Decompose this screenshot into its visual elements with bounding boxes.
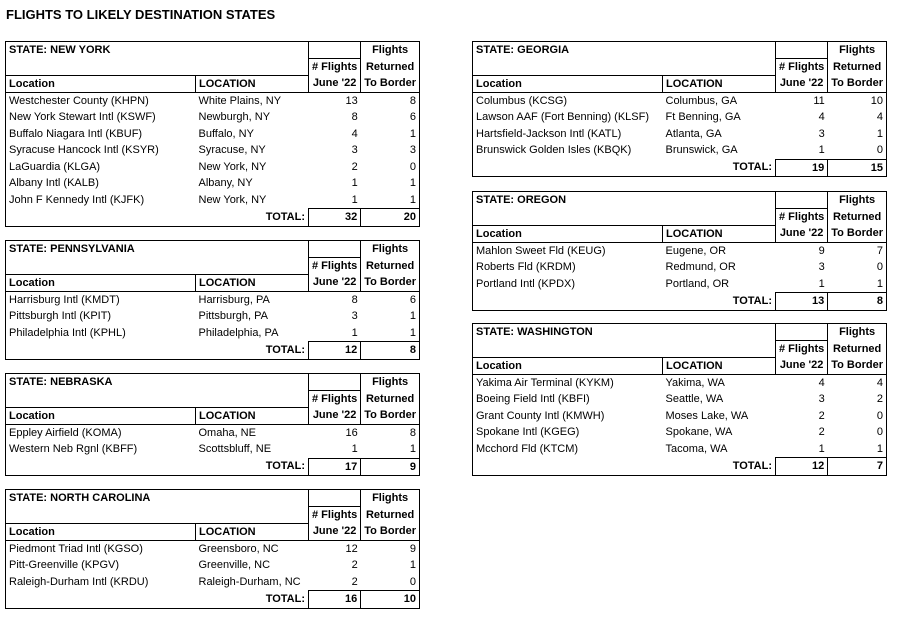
total-label: TOTAL: [265, 343, 305, 356]
total-label: TOTAL: [265, 592, 305, 605]
returned-count: 6 [409, 293, 416, 306]
table-row [6, 557, 420, 574]
airport-location: Syracuse, NY [198, 144, 266, 156]
table-row [6, 192, 420, 209]
flights-header-line1: # Flights [776, 209, 828, 226]
header-blank [6, 391, 309, 408]
total-returned: 20 [361, 209, 420, 227]
flights-count: 2 [351, 160, 358, 173]
airport-name: Pittsburgh Intl (KPIT) [9, 310, 112, 322]
state-name: STATE: WASHINGTON [476, 326, 593, 339]
total-flights: 12 [309, 342, 361, 360]
returned-header-line3: To Border [361, 523, 420, 540]
location-column-header: Location [473, 75, 663, 92]
airport-location: Spokane, WA [665, 426, 733, 438]
total-flights: 17 [309, 458, 361, 476]
airport-location: Pittsburgh, PA [198, 310, 268, 322]
airport-name: Raleigh-Durham Intl (KRDU) [9, 575, 149, 588]
flights-count: 1 [351, 177, 358, 189]
airport-name: Spokane Intl (KGEG) [476, 426, 580, 438]
table-row [6, 424, 420, 441]
total-returned: 15 [828, 159, 887, 177]
state-name: STATE: NEBRASKA [9, 376, 113, 389]
flights-count: 8 [351, 293, 358, 306]
state-name: STATE: NEW YORK [9, 44, 111, 57]
returned-count: 1 [876, 277, 883, 290]
table-row [6, 126, 420, 143]
location-caps-column-header: LOCATION [196, 75, 309, 92]
table-row [473, 441, 887, 458]
returned-header-line1: Flights [361, 42, 420, 59]
flights-header-line1: # Flights [776, 341, 828, 358]
table-row [473, 126, 887, 143]
table-row [473, 142, 887, 159]
state-table-new-york [5, 41, 420, 227]
state-name: STATE: NORTH CAROLINA [9, 492, 151, 505]
state-table-washington [472, 323, 887, 476]
airport-location: Philadelphia, PA [198, 326, 279, 339]
returned-header-line3: To Border [361, 75, 420, 92]
location-column-header: Location [6, 407, 196, 424]
airport-name: Grant County Intl (KMWH) [476, 409, 605, 422]
returned-header-line2: Returned [361, 59, 420, 76]
airport-location: Buffalo, NY [198, 127, 254, 140]
returned-count: 1 [409, 127, 416, 140]
airport-location: Scottsbluff, NE [198, 443, 272, 456]
flights-header-line1: # Flights [309, 391, 361, 408]
page-title: FLIGHTS TO LIKELY DESTINATION STATES [6, 7, 276, 22]
table-row [6, 308, 420, 325]
total-flights: 13 [776, 293, 828, 311]
total-flights: 12 [776, 458, 828, 476]
table-row [473, 374, 887, 391]
flights-count: 3 [818, 393, 825, 405]
returned-header-line3: To Border [828, 225, 887, 242]
flights-count: 11 [813, 94, 825, 107]
total-blank [473, 159, 663, 177]
flights-count: 1 [351, 326, 358, 339]
returned-count: 1 [409, 559, 416, 571]
returned-count: 3 [409, 144, 416, 156]
airport-name: Westchester County (KHPN) [9, 94, 149, 107]
airport-location: Redmund, OR [665, 261, 736, 273]
flights-count: 3 [818, 127, 825, 140]
total-label: TOTAL: [265, 460, 305, 473]
flights-count: 9 [818, 244, 825, 257]
returned-header-line2: Returned [361, 507, 420, 524]
flights-count: 13 [345, 94, 358, 107]
returned-count: 1 [409, 443, 416, 455]
returned-count: 4 [876, 376, 883, 389]
total-blank [6, 458, 196, 476]
airport-location: Ft Benning, GA [665, 111, 741, 123]
total-returned: 8 [361, 342, 420, 360]
returned-header-line1: Flights [828, 192, 887, 209]
airport-location: Brunswick, GA [665, 144, 738, 157]
location-caps-column-header: LOCATION [663, 225, 776, 242]
table-row [6, 574, 420, 591]
airport-name: Harrisburg Intl (KMDT) [9, 293, 120, 306]
airport-name: Pitt-Greenville (KPGV) [9, 559, 120, 571]
flights-header-line2: June '22 [309, 274, 361, 291]
table-row [6, 291, 420, 308]
returned-count: 10 [870, 94, 883, 107]
header-blank [776, 324, 828, 341]
airport-name: Hartsfield-Jackson Intl (KATL) [476, 127, 622, 140]
flights-count: 3 [351, 310, 358, 322]
table-row [6, 441, 420, 458]
airport-location: Columbus, GA [665, 94, 738, 107]
returned-header-line1: Flights [361, 374, 420, 391]
state-table-north-carolina [5, 489, 420, 609]
airport-name: Western Neb Rgnl (KBFF) [9, 443, 138, 456]
airport-name: Syracuse Hancock Intl (KSYR) [9, 144, 159, 156]
returned-header-line2: Returned [828, 341, 887, 358]
table-row [473, 242, 887, 259]
header-blank [309, 241, 361, 258]
returned-count: 0 [409, 575, 416, 588]
state-name: STATE: OREGON [476, 194, 567, 207]
returned-header-line2: Returned [828, 209, 887, 226]
airport-name: Lawson AAF (Fort Benning) (KLSF) [476, 111, 650, 123]
table-row [6, 142, 420, 159]
airport-name: Philadelphia Intl (KPHL) [9, 326, 126, 339]
flights-count: 8 [351, 111, 358, 123]
flights-count: 2 [818, 426, 825, 438]
flights-header-line2: June '22 [776, 225, 828, 242]
returned-count: 1 [409, 326, 416, 339]
returned-count: 7 [876, 244, 883, 257]
total-blank [6, 342, 196, 360]
total-label: TOTAL: [732, 161, 772, 174]
returned-count: 1 [409, 193, 416, 206]
returned-count: 1 [409, 177, 416, 189]
airport-name: Eppley Airfield (KOMA) [9, 426, 122, 439]
state-name: STATE: GEORGIA [476, 44, 570, 57]
returned-count: 1 [876, 127, 883, 140]
returned-count: 0 [876, 261, 883, 273]
returned-count: 0 [876, 409, 883, 422]
airport-location: Seattle, WA [665, 393, 724, 405]
flights-count: 16 [345, 426, 358, 439]
flights-count: 2 [818, 409, 825, 422]
airport-name: Mcchord Fld (KTCM) [476, 442, 579, 455]
flights-header-line2: June '22 [776, 357, 828, 374]
flights-count: 4 [351, 127, 358, 140]
airport-name: LaGuardia (KLGA) [9, 160, 101, 173]
returned-header-line2: Returned [828, 59, 887, 76]
returned-count: 6 [409, 111, 416, 123]
table-row [6, 159, 420, 176]
flights-count: 1 [818, 442, 825, 455]
airport-location: White Plains, NY [198, 94, 282, 107]
total-returned: 7 [828, 458, 887, 476]
airport-name: Portland Intl (KPDX) [476, 277, 576, 290]
total-label: TOTAL: [732, 459, 772, 472]
total-blank [6, 591, 196, 609]
returned-count: 2 [876, 393, 883, 405]
location-column-header: Location [6, 274, 196, 291]
airport-location: Moses Lake, WA [665, 409, 749, 422]
airport-location: Greensboro, NC [198, 542, 279, 555]
airport-location: New York, NY [198, 160, 267, 173]
location-caps-column-header: LOCATION [663, 75, 776, 92]
airport-location: Omaha, NE [198, 426, 256, 439]
airport-location: Harrisburg, PA [198, 293, 270, 306]
returned-header-line1: Flights [828, 42, 887, 59]
airport-name: Brunswick Golden Isles (KBQK) [476, 144, 632, 157]
total-flights: 32 [309, 209, 361, 227]
returned-header-line1: Flights [361, 490, 420, 507]
state-name: STATE: PENNSYLVANIA [9, 243, 135, 256]
flights-count: 1 [351, 443, 358, 455]
returned-count: 9 [409, 542, 416, 555]
state-table-pennsylvania [5, 240, 420, 360]
returned-count: 1 [409, 310, 416, 322]
flights-count: 3 [351, 144, 358, 156]
returned-count: 0 [876, 426, 883, 438]
flights-count: 2 [351, 559, 358, 571]
returned-header-line2: Returned [361, 391, 420, 408]
returned-header-line3: To Border [361, 274, 420, 291]
total-returned: 8 [828, 293, 887, 311]
returned-count: 0 [409, 160, 416, 173]
airport-location: Tacoma, WA [665, 442, 728, 455]
airport-name: Mahlon Sweet Fld (KEUG) [476, 244, 606, 257]
airport-location: Yakima, WA [665, 376, 725, 389]
table-row [473, 391, 887, 408]
flights-header-line1: # Flights [309, 258, 361, 275]
location-caps-column-header: LOCATION [196, 407, 309, 424]
header-blank [309, 374, 361, 391]
airport-name: Albany Intl (KALB) [9, 177, 99, 189]
header-blank [6, 258, 309, 275]
flights-header-line1: # Flights [776, 59, 828, 76]
flights-header-line1: # Flights [309, 59, 361, 76]
table-row [473, 109, 887, 126]
total-returned: 9 [361, 458, 420, 476]
returned-count: 8 [409, 426, 416, 439]
header-blank [473, 59, 776, 76]
state-table-oregon [472, 191, 887, 311]
total-blank [473, 458, 663, 476]
flights-header-line2: June '22 [309, 407, 361, 424]
flights-header-line2: June '22 [776, 75, 828, 92]
returned-count: 4 [876, 111, 883, 123]
state-table-georgia [472, 41, 887, 177]
returned-header-line3: To Border [828, 75, 887, 92]
airport-name: New York Stewart Intl (KSWF) [9, 111, 156, 123]
header-blank [473, 209, 776, 226]
airport-location: Greenville, NC [198, 559, 271, 571]
airport-name: Piedmont Triad Intl (KGSO) [9, 542, 143, 555]
location-column-header: Location [473, 357, 663, 374]
airport-name: John F Kennedy Intl (KJFK) [9, 193, 145, 206]
table-row [473, 276, 887, 293]
airport-name: Yakima Air Terminal (KYKM) [476, 376, 614, 389]
location-caps-column-header: LOCATION [663, 357, 776, 374]
returned-header-line1: Flights [361, 241, 420, 258]
table-row [473, 259, 887, 276]
returned-count: 8 [409, 94, 416, 107]
flights-header-line1: # Flights [309, 507, 361, 524]
header-blank [309, 42, 361, 59]
airport-name: Boeing Field Intl (KBFI) [476, 393, 590, 405]
flights-header-line2: June '22 [309, 75, 361, 92]
total-label: TOTAL: [265, 210, 305, 223]
flights-count: 3 [818, 261, 825, 273]
total-returned: 10 [361, 591, 420, 609]
airport-location: Newburgh, NY [198, 111, 271, 123]
airport-location: New York, NY [198, 193, 267, 206]
total-label: TOTAL: [732, 294, 772, 307]
table-row [6, 175, 420, 192]
total-blank [473, 293, 663, 311]
total-blank [6, 209, 196, 227]
table-row [473, 92, 887, 109]
returned-header-line1: Flights [828, 324, 887, 341]
flights-count: 2 [351, 575, 358, 588]
total-flights: 19 [776, 159, 828, 177]
header-blank [776, 192, 828, 209]
location-column-header: Location [6, 75, 196, 92]
table-row [6, 92, 420, 109]
airport-name: Columbus (KCSG) [476, 94, 568, 107]
airport-location: Atlanta, GA [665, 127, 722, 140]
flights-count: 4 [818, 376, 825, 389]
table-row [6, 109, 420, 126]
location-column-header: Location [473, 225, 663, 242]
airport-location: Albany, NY [198, 177, 253, 189]
header-blank [6, 59, 309, 76]
location-caps-column-header: LOCATION [196, 274, 309, 291]
returned-header-line3: To Border [361, 407, 420, 424]
location-column-header: Location [6, 523, 196, 540]
airport-name: Roberts Fld (KRDM) [476, 261, 576, 273]
state-table-nebraska [5, 373, 420, 476]
header-blank [776, 42, 828, 59]
flights-count: 12 [345, 542, 358, 555]
airport-location: Eugene, OR [665, 244, 727, 257]
returned-count: 1 [876, 442, 883, 455]
header-blank [473, 341, 776, 358]
airport-location: Raleigh-Durham, NC [198, 575, 301, 588]
airport-name: Buffalo Niagara Intl (KBUF) [9, 127, 143, 140]
returned-header-line3: To Border [828, 357, 887, 374]
returned-header-line2: Returned [361, 258, 420, 275]
flights-count: 1 [818, 277, 825, 290]
location-caps-column-header: LOCATION [196, 523, 309, 540]
flights-count: 4 [818, 111, 825, 123]
flights-count: 1 [818, 144, 825, 156]
flights-header-line2: June '22 [309, 523, 361, 540]
flights-count: 1 [351, 193, 358, 206]
table-row [6, 540, 420, 557]
table-row [473, 424, 887, 441]
header-blank [309, 490, 361, 507]
table-row [473, 408, 887, 425]
total-flights: 16 [309, 591, 361, 609]
table-row [6, 325, 420, 342]
returned-count: 0 [876, 144, 883, 156]
header-blank [6, 507, 309, 524]
airport-location: Portland, OR [665, 277, 730, 290]
